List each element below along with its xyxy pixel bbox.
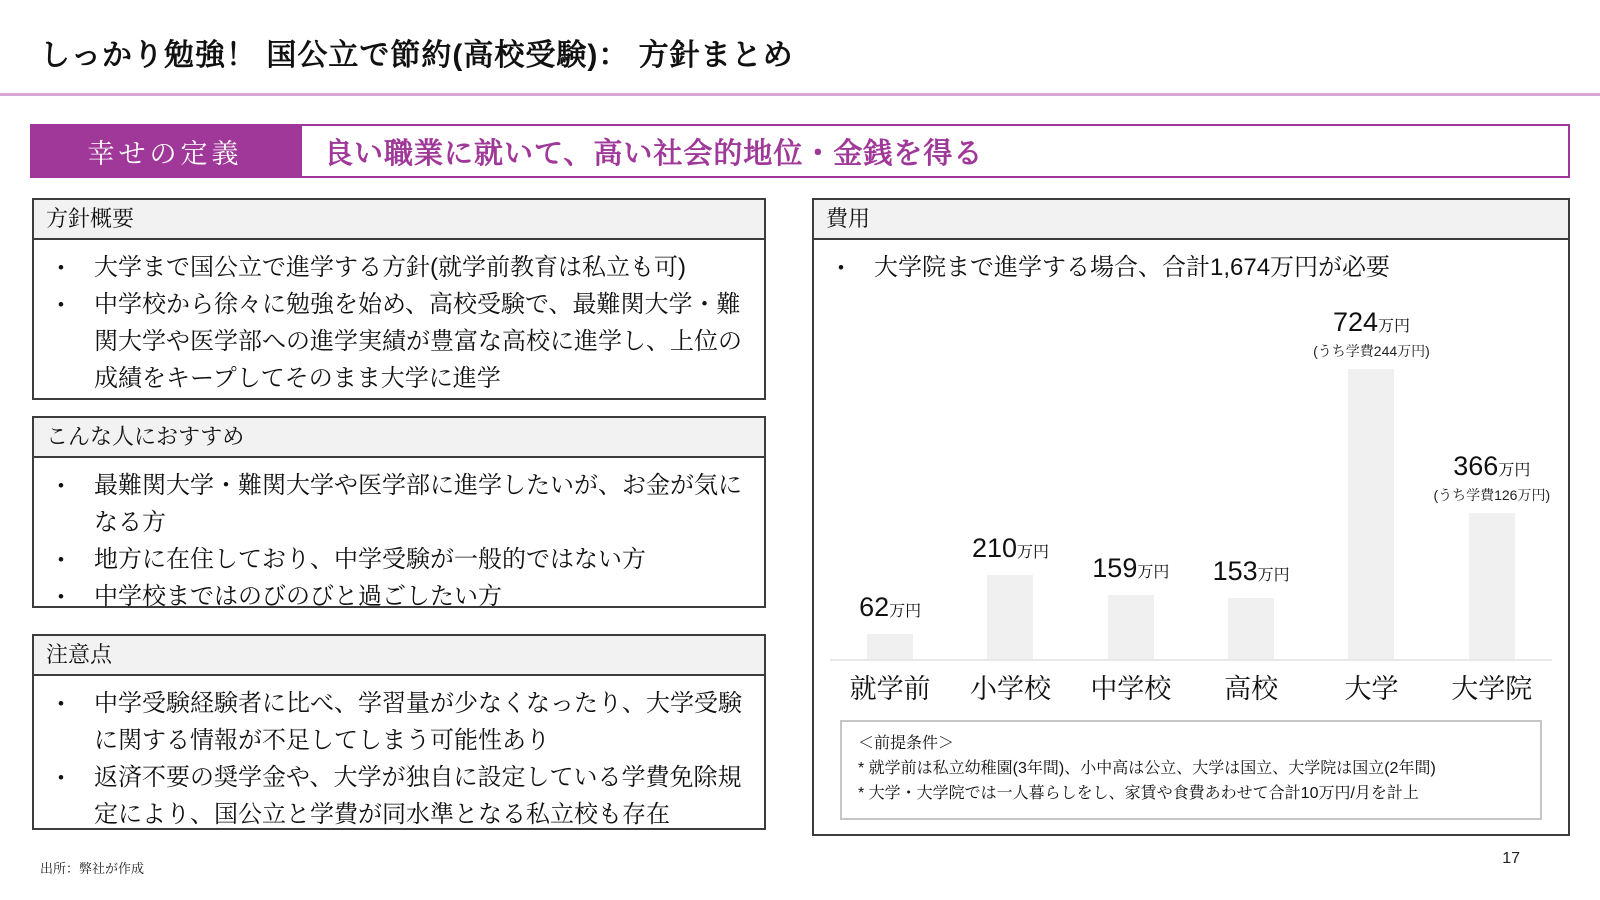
chart-bar xyxy=(1469,513,1515,659)
caution-title: 注意点 xyxy=(34,636,764,676)
caution-list xyxy=(34,685,764,833)
page-title: しっかり勉強！ 国公立で節約(高校受験)： 方針まとめ xyxy=(40,39,794,72)
chart-bar xyxy=(1108,595,1154,659)
cost-summary-list xyxy=(814,249,1568,286)
category-label: 小学校 xyxy=(969,674,1051,704)
list-item: • 地方に在住しており、中学受験が一般的ではない方 xyxy=(36,541,750,578)
bar-value: 62 xyxy=(859,592,890,622)
recommended-for-title: こんな人におすすめ xyxy=(34,418,764,458)
prerequisites-title: ＜前提条件＞ xyxy=(858,735,955,752)
bar-unit: 万円 xyxy=(1017,544,1050,561)
chart-bar xyxy=(987,575,1033,659)
prerequisites-item: * 大学・大学院では一人暮らしをし、家賃や食費あわせて合計10万円/月を計上 xyxy=(858,785,1419,802)
chart-column-gradschool xyxy=(1432,293,1552,659)
page-number: 17 xyxy=(1502,850,1520,867)
bar-value-label xyxy=(1412,451,1572,505)
list-item: • 中学受験経験者に比べ、学習量が少なくなったり、大学受験に関する情報が不足してしまう可能性あり xyxy=(36,685,750,759)
bar-value-label xyxy=(1171,556,1331,590)
policy-overview-list xyxy=(34,249,764,397)
category-label: 中学校 xyxy=(1090,674,1172,704)
bar-unit: 万円 xyxy=(1378,318,1411,335)
happiness-banner xyxy=(30,124,1570,178)
bar-value-label xyxy=(810,592,970,626)
title-divider xyxy=(0,93,1600,96)
category-label: 高校 xyxy=(1224,674,1279,704)
bar-sub-label: (うち学費244万円) xyxy=(1313,343,1430,359)
bar-value: 210 xyxy=(971,533,1018,563)
bar-value: 159 xyxy=(1092,553,1138,583)
list-item: • 中学校まではのびのびと過ごしたい方 xyxy=(36,578,750,615)
chart-column-preschool xyxy=(830,293,950,659)
bar-unit: 万円 xyxy=(1137,564,1170,581)
chart-column-elementary xyxy=(950,293,1070,659)
chart-bar xyxy=(867,634,913,659)
bar-value: 153 xyxy=(1212,556,1258,586)
chart-bar xyxy=(1348,369,1394,659)
cost-bar-chart xyxy=(830,293,1552,661)
list-item: • 返済不要の奨学金や、大学が独自に設定している学費免除規定により、国公立と学費が同水準となる私立校も存在 xyxy=(36,759,750,833)
happiness-label: 幸せの定義 xyxy=(30,124,300,178)
bar-unit: 万円 xyxy=(1498,462,1531,479)
bar-unit: 万円 xyxy=(889,603,922,620)
bar-sub-label: (うち学費126万円) xyxy=(1433,487,1551,503)
chart-category-axis xyxy=(830,667,1552,706)
list-item: • 中学校から徐々に勉強を始め、高校受験で、最難関大学・難関大学や医学部への進学実績が豊富な高校に進学し、上位の成績をキープしてそのまま大学に進学 xyxy=(36,286,750,397)
list-item: • 大学院まで進学する場合、合計1,674万円が必要 xyxy=(816,249,1554,286)
category-label: 就学前 xyxy=(849,674,931,704)
bar-value: 724 xyxy=(1332,307,1378,337)
cost-title: 費用 xyxy=(814,200,1568,240)
source-note: 出所：弊社が作成 xyxy=(40,861,145,876)
happiness-statement: 良い職業に就いて、高い社会的地位・金銭を得る xyxy=(300,124,1570,178)
category-label: 大学院 xyxy=(1451,674,1533,704)
cost-box xyxy=(812,198,1570,836)
policy-overview-box xyxy=(32,198,766,400)
prerequisites-box xyxy=(840,720,1542,820)
bar-value: 366 xyxy=(1453,451,1499,481)
recommended-for-box xyxy=(32,416,766,608)
caution-box xyxy=(32,634,766,830)
list-item: • 大学まで国公立で進学する方針(就学前教育は私立も可) xyxy=(36,249,750,286)
prerequisites-item: * 就学前は私立幼稚園(3年間)、小中高は公立、大学は国立、大学院は国立(2年間) xyxy=(858,760,1436,777)
chart-column-juniorhigh xyxy=(1071,293,1191,659)
policy-overview-title: 方針概要 xyxy=(34,200,764,240)
chart-bar xyxy=(1228,598,1274,659)
bar-value-label xyxy=(1291,307,1451,361)
recommended-for-list xyxy=(34,467,764,615)
category-label: 大学 xyxy=(1344,674,1399,704)
list-item: • 最難関大学・難関大学や医学部に進学したいが、お金が気になる方 xyxy=(36,467,750,541)
bar-unit: 万円 xyxy=(1257,567,1290,584)
